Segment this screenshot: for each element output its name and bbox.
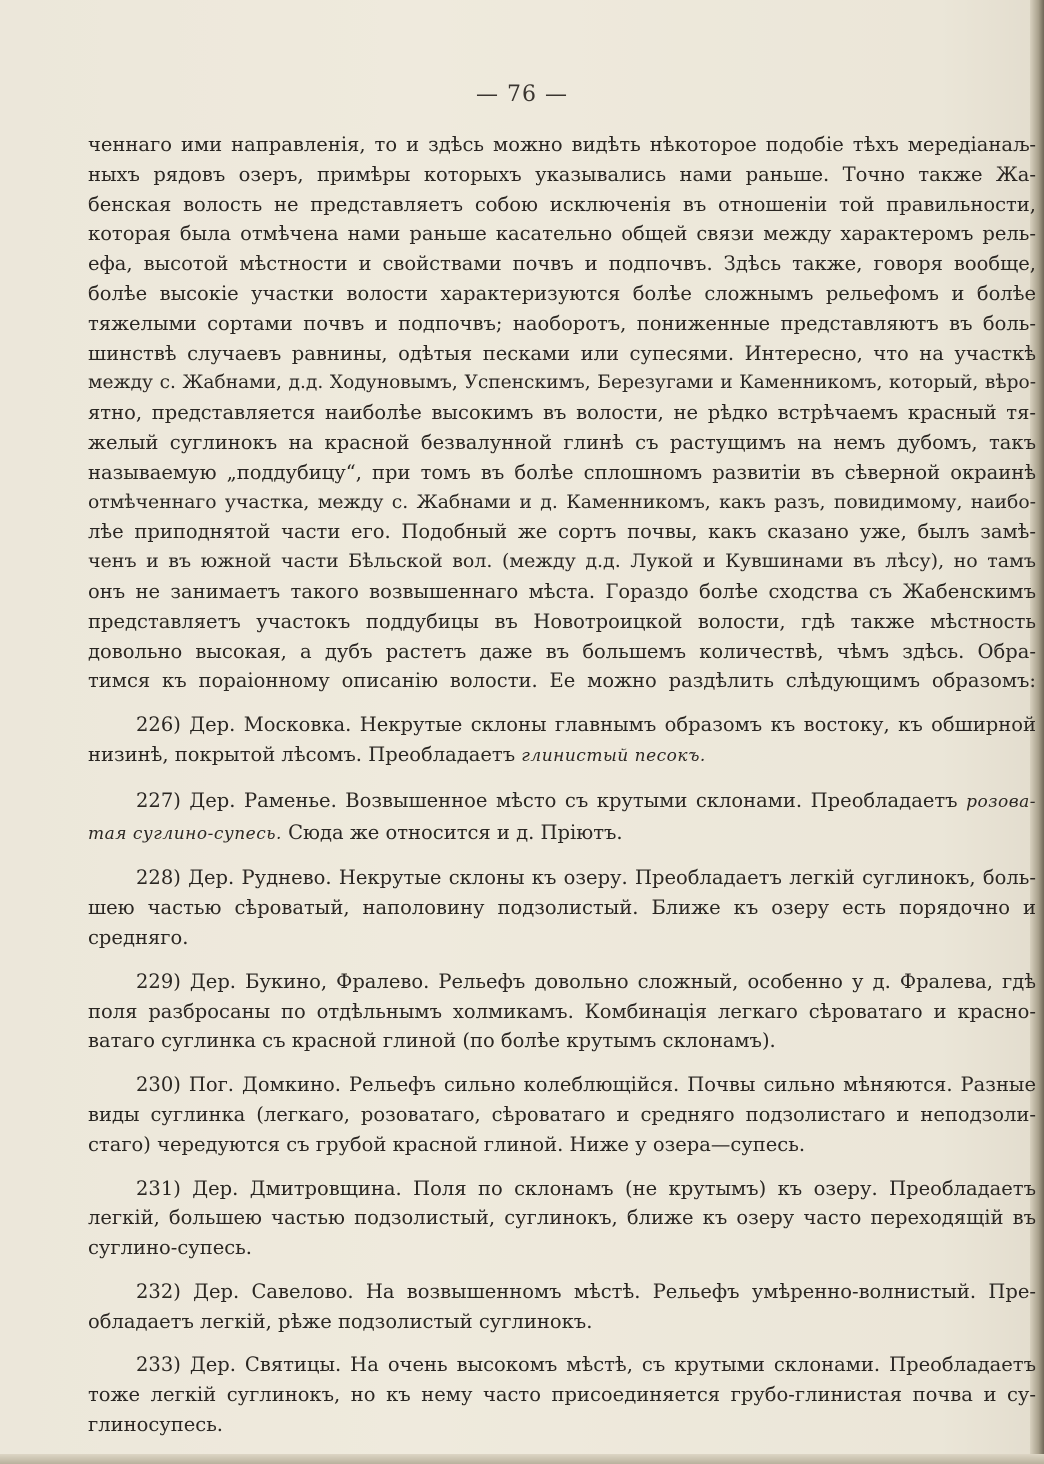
entry-228: [88, 863, 1036, 952]
text-segment: 227) Дер. Раменье. Возвышенное мѣсто съ крутыми склонами. Преобладаетъ: [136, 788, 967, 812]
text-line: болѣе высокіе участки волости характеризуются болѣе сложнымъ рельефомъ и болѣе: [88, 281, 1036, 305]
text-line: 233) Дер. Святицы. На очень высокомъ мѣстѣ, съ крутыми склонами. Преобладаетъ: [136, 1353, 1036, 1377]
text-line: легкій, большею частью подзолистый, суглинокъ, ближе къ озеру часто переходящій въ: [88, 1206, 1036, 1230]
text-line: шею частью сѣроватый, наполовину подзолистый. Ближе къ озеру есть порядочно и: [88, 896, 1036, 920]
text-line: глиносупесь.: [88, 1413, 224, 1437]
italic-term: розова-: [966, 791, 1036, 812]
intro-paragraph: [88, 130, 1036, 696]
entry-227: [88, 786, 1036, 850]
text-line: суглино-супесь.: [88, 1236, 252, 1260]
text-line: ватаго суглинка съ красной глиной (по болѣе крутымъ склонамъ).: [88, 1029, 776, 1053]
text-line: тимся къ пораіонному описанію волости. Ее можно раздѣлить слѣдующимъ образомъ:: [88, 669, 1036, 693]
entry-233: [88, 1350, 1036, 1439]
text-line: ефа, высотой мѣстности и свойствами почвъ и подпочвъ. Здѣсь также, говоря вообще,: [88, 252, 1036, 276]
text-line: представляетъ участокъ поддубицы въ Новотроицкой волости, гдѣ также мѣстность: [88, 609, 1036, 633]
text-line: ныхъ рядовъ озеръ, примѣры которыхъ указывались нами раньше. Точно также Жа-: [88, 162, 1036, 186]
italic-term: тая суглино-супесь.: [88, 823, 282, 844]
text-line: называемую „поддубицу“, при томъ въ болѣе сплошномъ развитіи въ сѣверной окраинѣ: [88, 460, 1036, 484]
text-line: между с. Жабнами, д.д. Ходуновымъ, Успенскимъ, Березугами и Каменникомъ, который, вѣро-: [88, 372, 1036, 394]
entry-232: [88, 1277, 1036, 1337]
page-bottom-edge: [0, 1454, 1044, 1464]
text-line: 228) Дер. Руднево. Некрутые склоны къ озеру. Преобладаетъ легкій суглинокъ, боль-: [136, 866, 1036, 890]
text-line: довольно высокая, а дубъ растетъ даже въ большемъ количествѣ, чѣмъ здѣсь. Обра-: [88, 639, 1036, 663]
text-line: поля разбросаны по отдѣльнымъ холмикамъ. Комбинація легкаго сѣроватаго и красно-: [88, 999, 1036, 1023]
text-line: виды суглинка (легкаго, розоватаго, сѣроватаго и средняго подзолистаго и неподзоли-: [88, 1102, 1036, 1126]
text-line: стаго) чередуются съ грубой красной глиной. Ниже у озера—супесь.: [88, 1132, 806, 1156]
entry-226: [88, 710, 1036, 772]
text-line: желый суглинокъ на красной безвалунной глинѣ съ растущимъ на немъ дубомъ, такъ: [88, 430, 1036, 454]
text-line: бенская волость не представляетъ собою исключенія въ отношеніи той правильности,: [88, 192, 1036, 216]
text-line: шинствѣ случаевъ равнины, одѣтыя песками или супесями. Интересно, что на участкѣ: [88, 341, 1036, 365]
text-segment: Сюда же относится и д. Пріютъ.: [281, 820, 623, 844]
text-line: лѣе приподнятой части его. Подобный же сортъ почвы, какъ сказано уже, былъ замѣ-: [88, 520, 1036, 544]
text-line: ятно, представляется наиболѣе высокимъ въ волости, не рѣдко встрѣчаемъ красный тя-: [88, 401, 1036, 425]
text-line: ченъ и въ южной части Бѣльской вол. (между д.д. Лукой и Кувшинами въ лѣсу), но тамъ: [88, 550, 1036, 573]
text-line: 226) Дер. Московка. Некрутые склоны главнымъ образомъ къ востоку, къ обширной: [136, 713, 1036, 737]
entry-230: [88, 1070, 1036, 1159]
text-line: тоже легкій суглинокъ, но къ нему часто присоединяется грубо-глинистая почва и су-: [88, 1383, 1036, 1407]
italic-term: глинистый песокъ.: [521, 745, 706, 766]
text-line: средняго.: [88, 925, 189, 949]
text-line: тяжелыми сортами почвъ и подпочвъ; наоборотъ, пониженные представляютъ въ боль-: [88, 311, 1036, 335]
text-line: [88, 740, 1036, 772]
text-line: ченнаго ими направленія, то и здѣсь можно видѣть нѣкоторое подобіе тѣхъ мередіанаљ-: [88, 133, 1036, 156]
body-text: [88, 130, 1036, 1440]
text-line: [88, 818, 1036, 850]
text-line: [88, 786, 1036, 818]
entry-231: [88, 1174, 1036, 1263]
text-line: отмѣченнаго участка, между с. Жабнами и д. Каменникомъ, какъ разъ, повидимому, наибо-: [88, 491, 1036, 513]
text-line: онъ не занимаетъ такого возвышеннаго мѣста. Гораздо болѣе сходства съ Жабенскимъ: [88, 579, 1036, 603]
entry-229: [88, 967, 1036, 1056]
page-number: — 76 —: [476, 82, 568, 107]
text-line: 230) Пог. Домкино. Рельефъ сильно колеблющійся. Почвы сильно мѣняются. Разные: [136, 1073, 1036, 1097]
text-line: обладаетъ легкій, рѣже подзолистый суглинокъ.: [88, 1309, 593, 1333]
text-line: которая была отмѣчена нами раньше касательно общей связи между характеромъ рель-: [88, 222, 1036, 246]
text-line: 231) Дер. Дмитровщина. Поля по склонамъ (не крутымъ) къ озеру. Преобладаетъ: [136, 1176, 1036, 1200]
text-line: 232) Дер. Савелово. На возвышенномъ мѣстѣ. Рельефъ умѣренно-волнистый. Пре-: [136, 1279, 1036, 1303]
text-line: 229) Дер. Букино, Фралево. Рельефъ довольно сложный, особенно у д. Фралева, гдѣ: [136, 969, 1036, 993]
text-segment: низинѣ, покрытой лѣсомъ. Преобладаетъ: [88, 742, 522, 766]
